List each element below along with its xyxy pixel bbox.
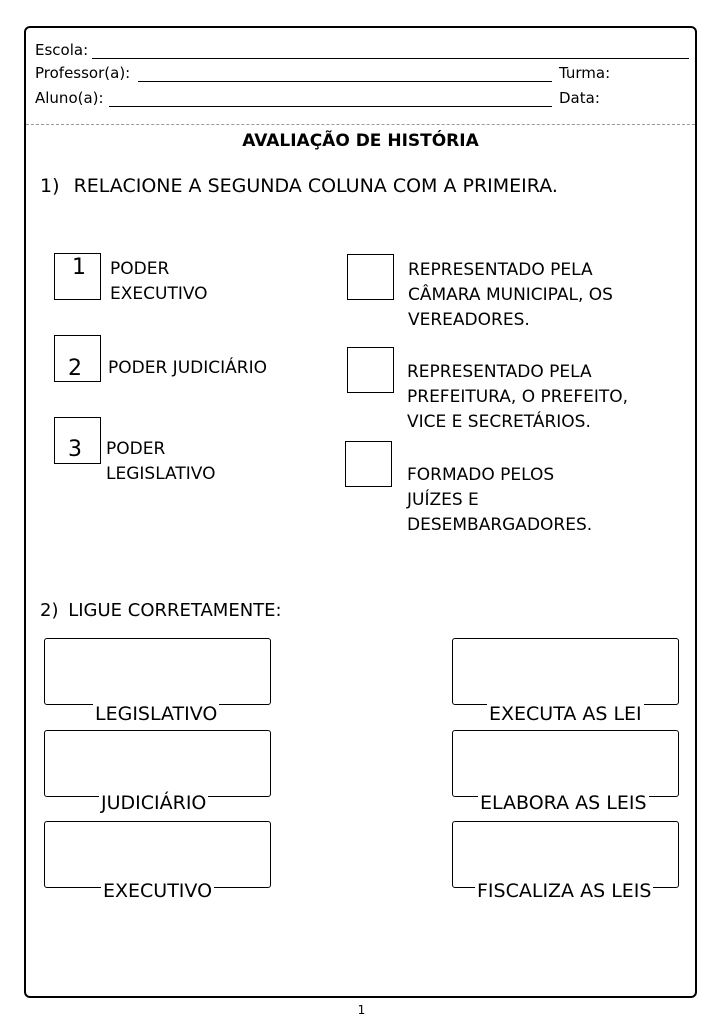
right-item-1-line-2: CÂMARA MUNICIPAL, OS bbox=[408, 285, 613, 305]
question-2-number: 2) bbox=[40, 600, 59, 621]
page-number: 1 bbox=[357, 1003, 366, 1017]
match-box-right-1[interactable] bbox=[452, 638, 679, 705]
match-box-right-2[interactable] bbox=[452, 730, 679, 797]
match-box-right-3[interactable] bbox=[452, 821, 679, 888]
match-label-left-1: LEGISLATIVO bbox=[95, 703, 218, 725]
question-1-text: RELACIONE A SEGUNDA COLUNA COM A PRIMEIRA. bbox=[73, 175, 558, 197]
page-title: AVALIAÇÃO DE HISTÓRIA bbox=[242, 131, 479, 151]
right-item-2-line-3: VICE E SECRETÁRIOS. bbox=[407, 412, 591, 432]
question-2-text: LIGUE CORRETAMENTE: bbox=[68, 600, 282, 621]
student-label: Aluno(a): bbox=[35, 89, 104, 107]
answer-box-1[interactable] bbox=[347, 254, 394, 300]
right-item-2 bbox=[407, 360, 628, 435]
right-item-3-line-1: FORMADO PELOS bbox=[407, 465, 555, 485]
match-label-left-3: EXECUTIVO bbox=[103, 880, 213, 902]
teacher-field-line[interactable] bbox=[138, 81, 552, 82]
right-item-3-line-3: DESEMBARGADORES. bbox=[407, 515, 593, 535]
left-number-3: 3 bbox=[68, 437, 82, 462]
class-label: Turma: bbox=[559, 64, 611, 82]
answer-box-2[interactable] bbox=[347, 347, 394, 393]
right-item-1 bbox=[408, 258, 613, 333]
header-divider bbox=[26, 124, 695, 125]
right-item-2-line-2: PREFEITURA, O PREFEITO, bbox=[407, 387, 629, 407]
school-label: Escola: bbox=[35, 41, 89, 59]
left-number-2: 2 bbox=[68, 356, 82, 381]
date-label: Data: bbox=[559, 89, 600, 107]
match-label-right-2: ELABORA AS LEIS bbox=[480, 792, 647, 814]
left-item-1-line-2: EXECUTIVO bbox=[110, 284, 208, 304]
match-box-left-1[interactable] bbox=[44, 638, 271, 705]
right-item-3-line-2: JUÍZES E bbox=[407, 490, 479, 510]
left-item-2-line-1: PODER JUDICIÁRIO bbox=[108, 358, 267, 378]
answer-box-3[interactable] bbox=[345, 441, 392, 487]
right-item-3 bbox=[407, 463, 592, 538]
right-item-1-line-3: VEREADORES. bbox=[408, 310, 530, 330]
question-2-prompt bbox=[40, 600, 282, 621]
match-label-right-3: FISCALIZA AS LEIS bbox=[477, 880, 652, 902]
left-item-1-line-1: PODER bbox=[110, 259, 170, 279]
match-label-left-2: JUDICIÁRIO bbox=[101, 792, 207, 814]
left-number-1: 1 bbox=[72, 255, 86, 280]
match-label-right-1: EXECUTA AS LEI bbox=[489, 703, 642, 725]
left-item-1 bbox=[110, 257, 208, 307]
right-item-2-line-1: REPRESENTADO PELA bbox=[407, 362, 592, 382]
right-item-1-line-1: REPRESENTADO PELA bbox=[408, 260, 593, 280]
teacher-label: Professor(a): bbox=[35, 64, 131, 82]
left-item-3 bbox=[106, 437, 215, 487]
left-item-3-line-2: LEGISLATIVO bbox=[106, 464, 216, 484]
page-frame bbox=[24, 26, 697, 998]
school-field-line[interactable] bbox=[92, 58, 689, 59]
question-1-prompt bbox=[40, 175, 558, 197]
student-field-line[interactable] bbox=[109, 106, 552, 107]
match-box-left-2[interactable] bbox=[44, 730, 271, 797]
match-box-left-3[interactable] bbox=[44, 821, 271, 888]
question-1-number: 1) bbox=[40, 175, 60, 197]
left-item-2 bbox=[108, 356, 267, 381]
left-item-3-line-1: PODER bbox=[106, 439, 166, 459]
